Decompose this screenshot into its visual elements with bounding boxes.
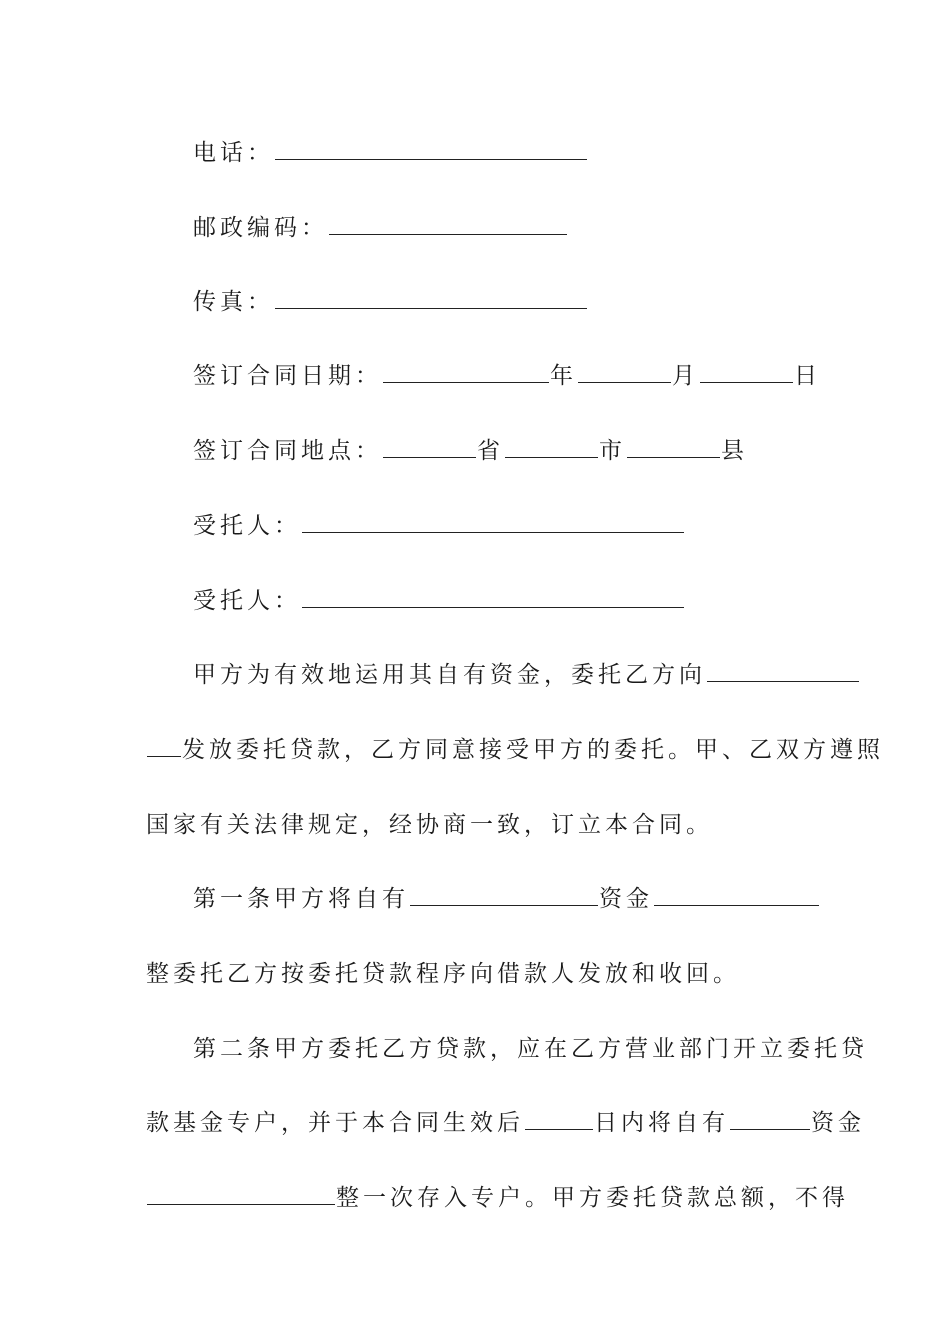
preamble-line-3 — [146, 810, 713, 840]
month-blank — [578, 362, 671, 383]
year-text: 年 — [550, 363, 577, 389]
month-text: 月 — [672, 363, 699, 389]
article2-text-4: 资金 — [811, 1110, 865, 1136]
deposit-amount-blank — [147, 1184, 335, 1205]
preamble-text-2: 发放委托贷款，乙方同意接受甲方的委托。甲、乙双方遵照 — [182, 737, 884, 763]
phone-field — [193, 138, 588, 168]
phone-blank — [275, 139, 587, 160]
signing-place-field — [193, 436, 748, 466]
year-blank — [383, 362, 549, 383]
borrower-blank — [707, 661, 859, 682]
preamble-text-3: 国家有关法律规定，经协商一致，订立本合同。 — [146, 812, 713, 838]
days-blank — [525, 1109, 593, 1130]
preamble-line-1 — [193, 660, 860, 690]
fax-field — [193, 287, 588, 317]
county-text: 县 — [721, 438, 748, 464]
city-blank — [505, 437, 598, 458]
trustee-blank-1 — [302, 512, 684, 533]
article2-line-2 — [146, 1108, 865, 1138]
signing-date-label: 签订合同日期： — [193, 363, 382, 389]
article2-text-2: 款基金专户，并于本合同生效后 — [146, 1110, 524, 1136]
trustee-blank-2 — [302, 587, 684, 608]
phone-label: 电话： — [193, 140, 274, 166]
city-text: 市 — [599, 438, 626, 464]
article2-line-1 — [193, 1034, 868, 1064]
fund-amount-blank — [654, 885, 819, 906]
day-text: 日 — [794, 363, 821, 389]
province-blank — [383, 437, 476, 458]
postcode-blank — [329, 214, 567, 235]
trustee-field-2 — [193, 586, 685, 616]
article2-text-5: 整一次存入专户。甲方委托贷款总额，不得 — [336, 1185, 849, 1211]
province-text: 省 — [477, 438, 504, 464]
article2-text-3: 日内将自有 — [594, 1110, 729, 1136]
article2-text-1: 第二条甲方委托乙方贷款，应在乙方营业部门开立委托贷 — [193, 1036, 868, 1062]
trustee-label-2: 受托人： — [193, 588, 301, 614]
fax-label: 传真： — [193, 289, 274, 315]
postcode-label: 邮政编码： — [193, 215, 328, 241]
article1-text-1: 第一条甲方将自有 — [193, 886, 409, 912]
day-blank — [700, 362, 793, 383]
preamble-text-1: 甲方为有效地运用其自有资金，委托乙方向 — [193, 662, 706, 688]
county-blank — [627, 437, 720, 458]
postcode-field — [193, 213, 568, 243]
article1-text-2: 资金 — [599, 886, 653, 912]
fax-blank — [275, 288, 587, 309]
article2-line-3 — [146, 1183, 849, 1213]
borrower-blank-continued — [147, 736, 181, 757]
article1-line-1 — [193, 884, 820, 914]
article1-text-3: 整委托乙方按委托贷款程序向借款人发放和收回。 — [146, 961, 740, 987]
signing-place-label: 签订合同地点： — [193, 438, 382, 464]
trustee-label-1: 受托人： — [193, 513, 301, 539]
deposit-fund-blank — [730, 1109, 810, 1130]
article1-line-2 — [146, 959, 740, 989]
fund-type-blank — [410, 885, 598, 906]
signing-date-field — [193, 361, 821, 391]
preamble-line-2 — [146, 735, 884, 765]
trustee-field-1 — [193, 511, 685, 541]
